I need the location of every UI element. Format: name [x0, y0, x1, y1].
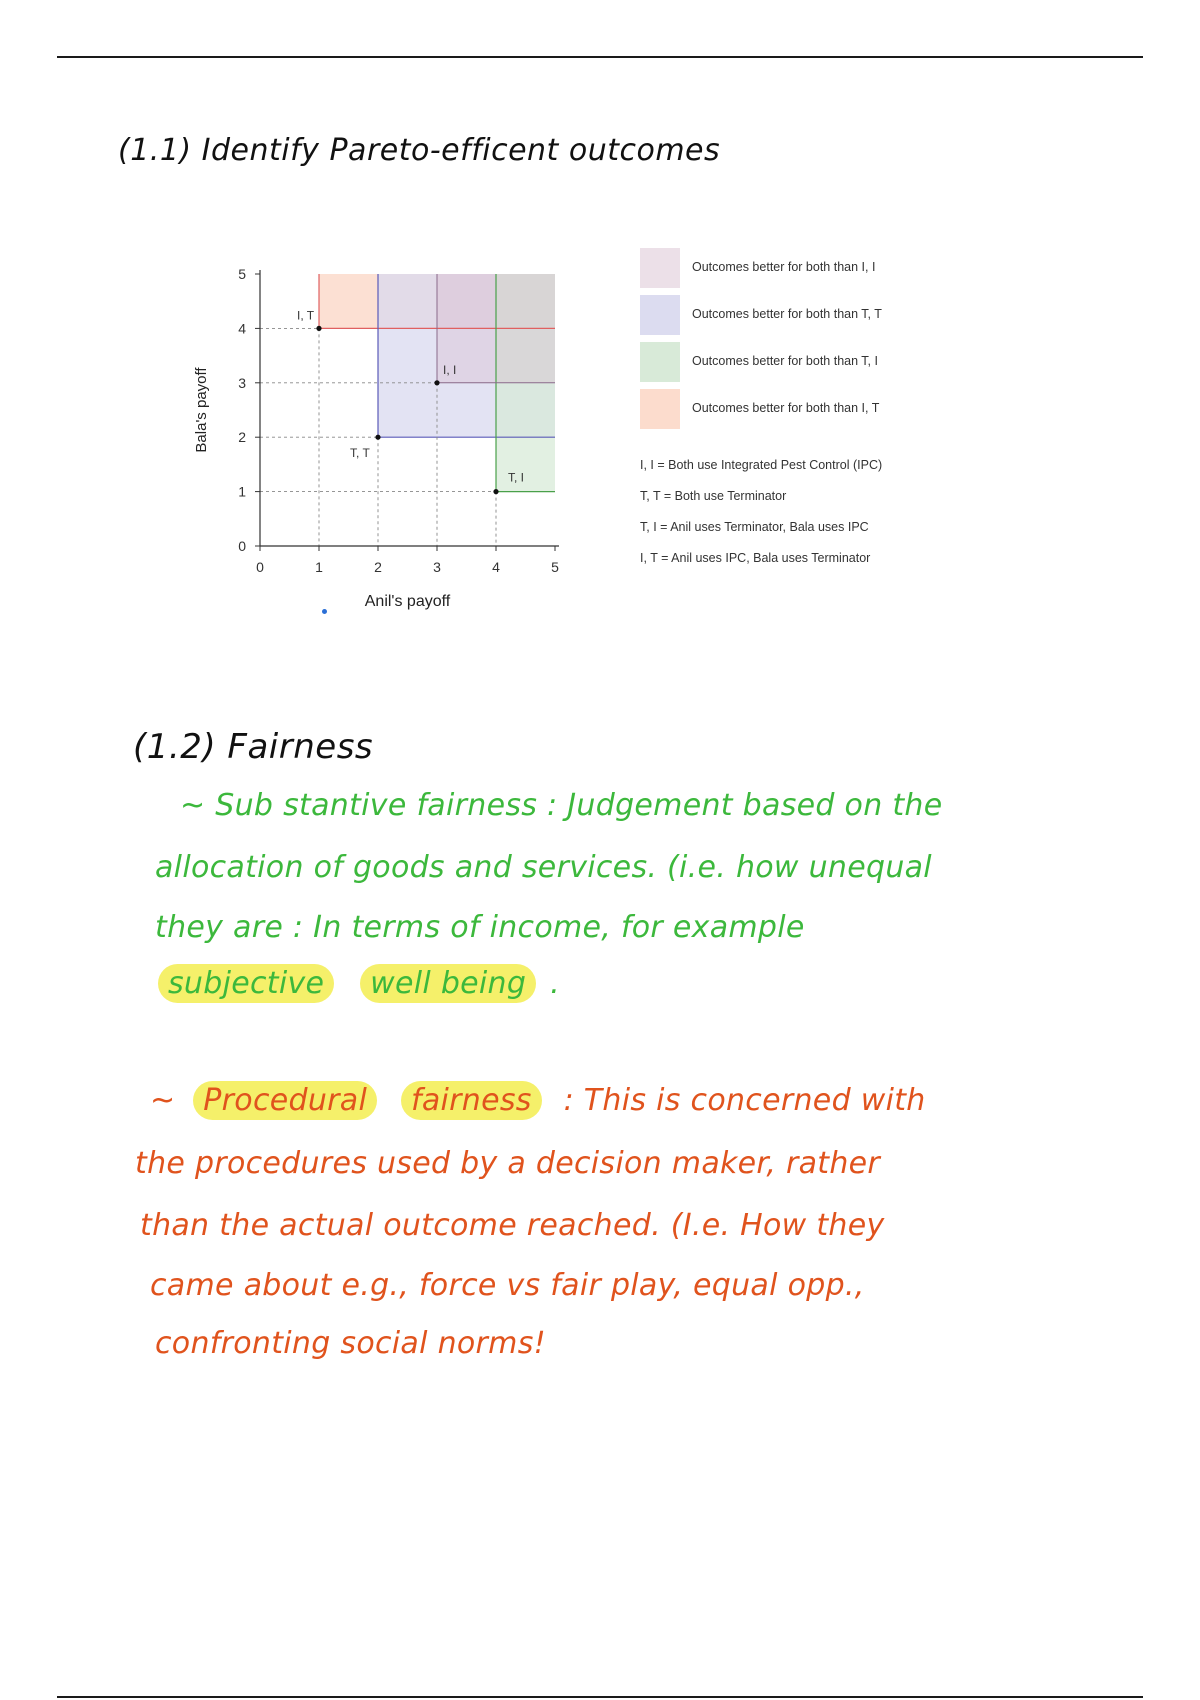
procedural-line-4: came about e.g., force vs fair play, equal opp., — [150, 1268, 865, 1303]
y-tick-label-3: 3 — [238, 374, 246, 391]
payoff-chart — [190, 226, 640, 616]
legend-label-it: Outcomes better for both than I, T — [692, 401, 880, 415]
y-tick-label-1: 1 — [238, 483, 246, 500]
legend-swatch-tt — [640, 295, 680, 335]
section-1-title: (1.1) Identify Pareto-efficent outcomes — [118, 133, 721, 168]
substantive-end: . — [550, 966, 560, 1001]
definition-tt: T, T = Both use Terminator — [640, 489, 787, 503]
top-rule — [57, 56, 1143, 58]
legend-swatch-ti — [640, 342, 680, 382]
highlight-subjective: subjective — [158, 964, 334, 1003]
substantive-line-4 — [158, 966, 560, 1001]
legend-swatch-it — [640, 389, 680, 429]
point-3 — [493, 489, 498, 494]
section-2-title: (1.2) Fairness — [133, 727, 374, 767]
x-tick-label-3: 3 — [433, 559, 441, 575]
y-tick-label-0: 0 — [238, 538, 246, 554]
pareto-figure — [190, 226, 930, 616]
y-tick-label-4: 4 — [238, 320, 246, 337]
legend-label-ti: Outcomes better for both than T, I — [692, 354, 878, 368]
definition-ii: I, I = Both use Integrated Pest Control (IPC) — [640, 458, 883, 472]
procedural-line-5: confronting social norms! — [155, 1326, 546, 1361]
procedural-line-1-rest: : This is concerned with — [563, 1083, 926, 1118]
legend-swatch-ii — [640, 248, 680, 288]
x-tick-label-0: 0 — [256, 559, 264, 575]
point-0 — [316, 326, 321, 331]
stray-dot — [322, 609, 327, 614]
point-label-1: I, I — [443, 362, 457, 377]
x-tick-label-1: 1 — [315, 559, 323, 575]
legend-item-it — [640, 389, 940, 429]
x-tick-label-5: 5 — [551, 559, 559, 575]
legend-label-tt: Outcomes better for both than T, T — [692, 307, 882, 321]
definition-ti: T, I = Anil uses Terminator, Bala uses IPC — [640, 520, 869, 534]
point-1 — [434, 380, 439, 385]
chart-legend — [640, 248, 940, 436]
y-tick-label-5: 5 — [238, 266, 246, 282]
substantive-line-2: allocation of goods and services. (i.e. how unequal — [155, 850, 932, 885]
bottom-rule — [57, 1696, 1143, 1698]
highlight-fairness: fairness — [401, 1081, 542, 1120]
chart-definitions — [640, 458, 882, 582]
x-tick-label-2: 2 — [374, 559, 382, 575]
point-label-2: T, T — [350, 446, 370, 461]
procedural-line-3: than the actual outcome reached. (I.e. How they — [140, 1208, 885, 1243]
definition-it: I, T = Anil uses IPC, Bala uses Terminator — [640, 551, 871, 565]
procedural-line-1 — [150, 1083, 926, 1118]
substantive-line-1: ~ Sub stantive fairness : Judgement based on the — [180, 788, 943, 823]
legend-item-tt — [640, 295, 940, 335]
procedural-tilde: ~ — [150, 1083, 176, 1118]
highlight-well-being: well being — [360, 964, 536, 1003]
x-tick-label-4: 4 — [492, 559, 500, 575]
y-axis-label: Bala's payoff — [193, 367, 210, 453]
procedural-line-2: the procedures used by a decision maker, rather — [135, 1146, 881, 1181]
point-label-3: T, I — [508, 470, 525, 485]
legend-item-ii — [640, 248, 940, 288]
legend-item-ti — [640, 342, 940, 382]
x-axis-label: Anil's payoff — [364, 593, 451, 610]
point-2 — [375, 435, 380, 440]
substantive-line-3: they are : In terms of income, for example — [155, 910, 805, 945]
y-tick-label-2: 2 — [238, 429, 246, 446]
legend-label-ii: Outcomes better for both than I, I — [692, 260, 876, 274]
highlight-procedural: Procedural — [193, 1081, 377, 1120]
point-label-0: I, T — [297, 308, 315, 323]
